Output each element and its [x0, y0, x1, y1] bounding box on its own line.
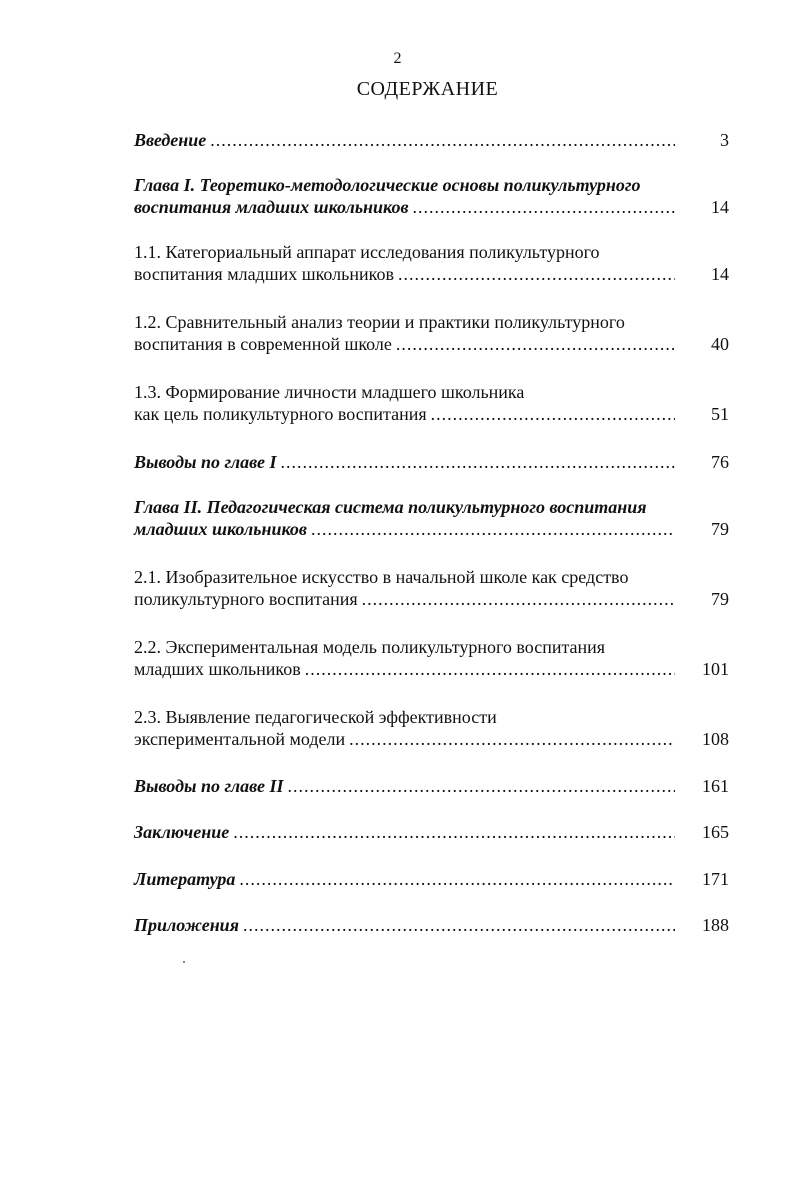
- toc-entry-title-line: младших школьников: [134, 659, 301, 679]
- dot-leader: [398, 262, 675, 286]
- toc-entry-title-line: Выводы по главе I: [134, 452, 277, 472]
- dot-leader: [233, 820, 675, 844]
- toc-entry-title-line: воспитания младших школьников: [134, 264, 394, 284]
- toc-entry-title-line: 2.2. Экспериментальная модель поликультурного воспитания: [134, 637, 606, 657]
- toc-page-number: 3: [720, 130, 729, 150]
- dot-leader: [431, 402, 675, 426]
- toc-page-number: 108: [702, 729, 729, 749]
- scan-speck: [183, 961, 185, 963]
- toc-entry-title-line: воспитания в современной школе: [134, 334, 392, 354]
- page-number: 2: [393, 50, 402, 67]
- toc-entry-title-line: 1.2. Сравнительный анализ теории и практики поликультурного: [134, 312, 625, 332]
- toc-page-number: 165: [702, 822, 729, 842]
- dot-leader: [287, 774, 675, 798]
- dot-leader: [362, 587, 675, 611]
- toc-page-number: 161: [702, 776, 729, 796]
- dot-leader: [243, 913, 675, 937]
- toc-entry-title-line: 2.1. Изобразительное искусство в начальной школе как средство: [134, 567, 629, 587]
- dot-leader: [413, 195, 675, 219]
- dot-leader: [311, 517, 675, 541]
- toc-entry-title-line: воспитания младших школьников: [134, 197, 409, 217]
- toc-page-number: 76: [711, 452, 729, 472]
- toc-entry-title-line: Приложения: [134, 915, 239, 935]
- toc-page-number: 101: [702, 659, 729, 679]
- dot-leader: [349, 727, 675, 751]
- toc-entry-title-line: Литература: [134, 869, 236, 889]
- toc-page-number: 14: [711, 197, 729, 217]
- dot-leader: [396, 332, 675, 356]
- toc-entry-title-line: 1.3. Формирование личности младшего школьника: [134, 382, 525, 402]
- toc-page-number: 51: [711, 404, 729, 424]
- toc-entry-title-line: Введение: [134, 130, 207, 150]
- toc-entry-title-line: 1.1. Категориальный аппарат исследования поликультурного: [134, 242, 600, 262]
- toc-entry-title-line: 2.3. Выявление педагогической эффективности: [134, 707, 497, 727]
- toc-entry-title-line: Заключение: [134, 822, 230, 842]
- dot-leader: [210, 128, 675, 152]
- toc-page-number: 14: [711, 264, 729, 284]
- page-title: СОДЕРЖАНИЕ: [356, 78, 499, 100]
- dot-leader: [239, 867, 675, 891]
- toc-page-number: 79: [711, 589, 729, 609]
- dot-leader: [280, 450, 675, 474]
- toc-page-number: 79: [711, 519, 729, 539]
- toc-page-number: 188: [702, 915, 729, 935]
- toc-entry-title-line: как цель поликультурного воспитания: [134, 404, 427, 424]
- toc-entry-title-line: Глава II. Педагогическая система поликультурного воспитания: [134, 497, 647, 517]
- toc-entry-title-line: экспериментальной модели: [134, 729, 346, 749]
- toc-entry-title-line: Глава I. Теоретико-методологические основы поликультурного: [134, 175, 641, 195]
- toc-entry-title-line: Выводы по главе II: [134, 776, 284, 796]
- toc-page-number: 40: [711, 334, 729, 354]
- toc-entry-title-line: младших школьников: [134, 519, 307, 539]
- toc-entry-title-line: поликультурного воспитания: [134, 589, 358, 609]
- dot-leader: [305, 657, 675, 681]
- toc-page-number: 171: [702, 869, 729, 889]
